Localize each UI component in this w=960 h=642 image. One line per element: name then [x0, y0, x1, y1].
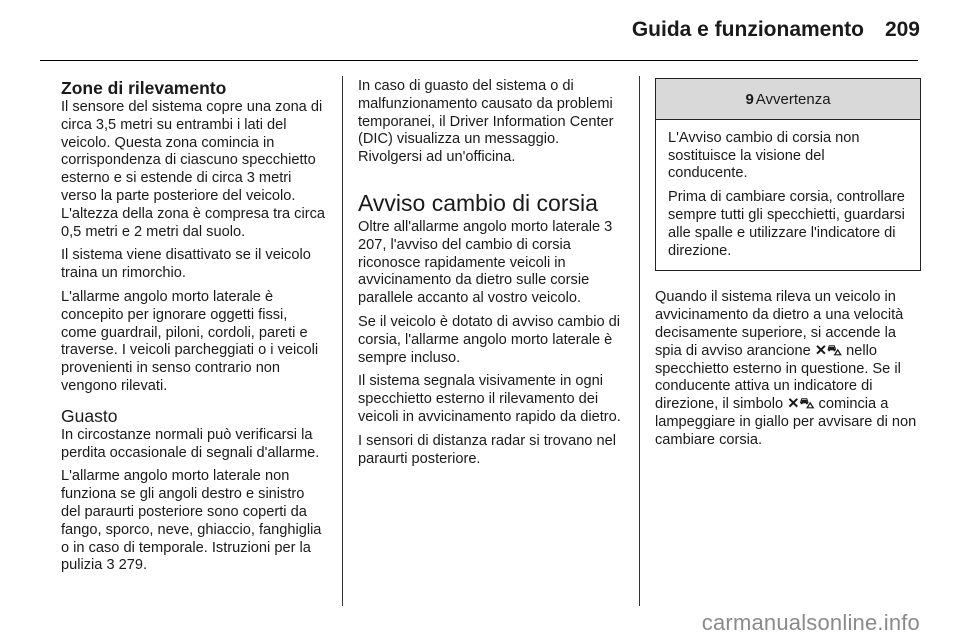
column-1: [61, 78, 325, 581]
watermark: carmanualsonline.info: [701, 610, 920, 635]
paragraph-text: L'allarme angolo morto laterale non funziona se gli angoli destro e sinistro del paraurti posteriore sono coperti da fango, sporco, neve, ghiaccio, fanghiglia o in caso di temporale. Istruzioni per la pulizia: [61, 468, 322, 574]
paragraph: [61, 468, 325, 575]
section-heading-guasto: Guasto: [61, 405, 118, 426]
column-3: [655, 78, 921, 456]
warning-paragraph: Prima di cambiare corsia, controllare sempre tutti gli specchietti, guardarsi alle spalle e utilizzare l'indicatore di direzione.: [668, 189, 905, 259]
warning-body: [656, 120, 920, 271]
blind-spot-warning-icon: ✕⛍: [787, 396, 815, 413]
paragraph-text: comincia a lampeggiare in giallo per avvisare di non cambiare corsia.: [655, 396, 917, 448]
paragraph: [655, 289, 921, 449]
warning-title: Avvertenza: [755, 91, 831, 108]
paragraph-text: Oltre all'allarme angolo morto laterale: [358, 218, 605, 235]
paragraph-text: nello specchietto esterno in questione. Se il conducente attiva un indicatore di direzione, il simbolo: [655, 342, 901, 413]
column-2: [358, 78, 622, 474]
paragraph: L'allarme angolo morto laterale è concepito per ignorare oggetti fissi, come guardrail, piloni, cordoli, pareti e traverse. I veicoli parcheggiati o i veicoli provenienti in senso contrario non vengono rilevati.: [61, 288, 319, 394]
paragraph: Il sistema segnala visivamente in ogni specchietto esterno il rilevamento dei veicoli in avvicinamento rapido da dietro.: [358, 373, 621, 425]
section-heading-zone: Zone di rilevamento: [61, 78, 227, 98]
page-ref-text: 207, l'avviso del cambio di corsia riconosce rapidamente veicoli in avvicinamento da dietro sulle corsie parallele accanto al vostro veicolo.: [358, 236, 590, 307]
paragraph: In circostanze normali può verificarsi la perdita occasionale di segnali d'allarme.: [61, 426, 320, 461]
column-divider-1: [342, 76, 343, 606]
warning-header: [656, 79, 920, 120]
page-ref-number: 279.: [114, 557, 148, 574]
paragraph: I sensori di distanza radar si trovano nel paraurti posteriore.: [358, 432, 616, 467]
page-ref-icon: 3: [604, 218, 613, 235]
section-heading-avviso: Avviso cambio di corsia: [358, 189, 598, 216]
page-reference-link[interactable]: [106, 557, 147, 573]
warning-triangle-icon: 9: [745, 91, 754, 108]
paragraph: [358, 219, 622, 308]
blind-spot-warning-icon: ✕⛍: [814, 342, 843, 359]
header-divider: [40, 60, 918, 61]
page-ref-icon: 3: [106, 557, 115, 574]
paragraph: Se il veicolo è dotato di avviso cambio di corsia, l'allarme angolo morto laterale è sempre incluso.: [358, 313, 621, 366]
header-title: Guida e funzionamento: [631, 18, 864, 41]
warning-paragraph: L'Avviso cambio di corsia non sostituisce la visione del conducente.: [668, 129, 860, 182]
paragraph-text: Quando il sistema rileva un veicolo in avvicinamento da dietro a una velocità decisamente superiore, si accende la spia di avviso arancione: [655, 289, 904, 359]
column-divider-2: [639, 76, 640, 606]
paragraph: Il sistema viene disattivato se il veicolo traina un rimorchio.: [61, 247, 311, 282]
paragraph: In caso di guasto del sistema o di malfunzionamento causato da problemi temporanei, il Driver Information Center (DIC) visualizza un messaggio. Rivolgersi ad un'officina.: [358, 78, 614, 166]
warning-box: [655, 78, 921, 271]
page-number: 209: [884, 18, 920, 41]
paragraph: Il sensore del sistema copre una zona di circa 3,5 metri su entrambi i lati del veicolo. Questa zona comincia in corrispondenza di ciascuno specchietto esterno e si estende di circa 3 metri verso la parte posteriore del veicolo. L'altezza della zona è compresa tra circa 0,5 metri e 2 metri dal suolo.: [61, 99, 325, 240]
